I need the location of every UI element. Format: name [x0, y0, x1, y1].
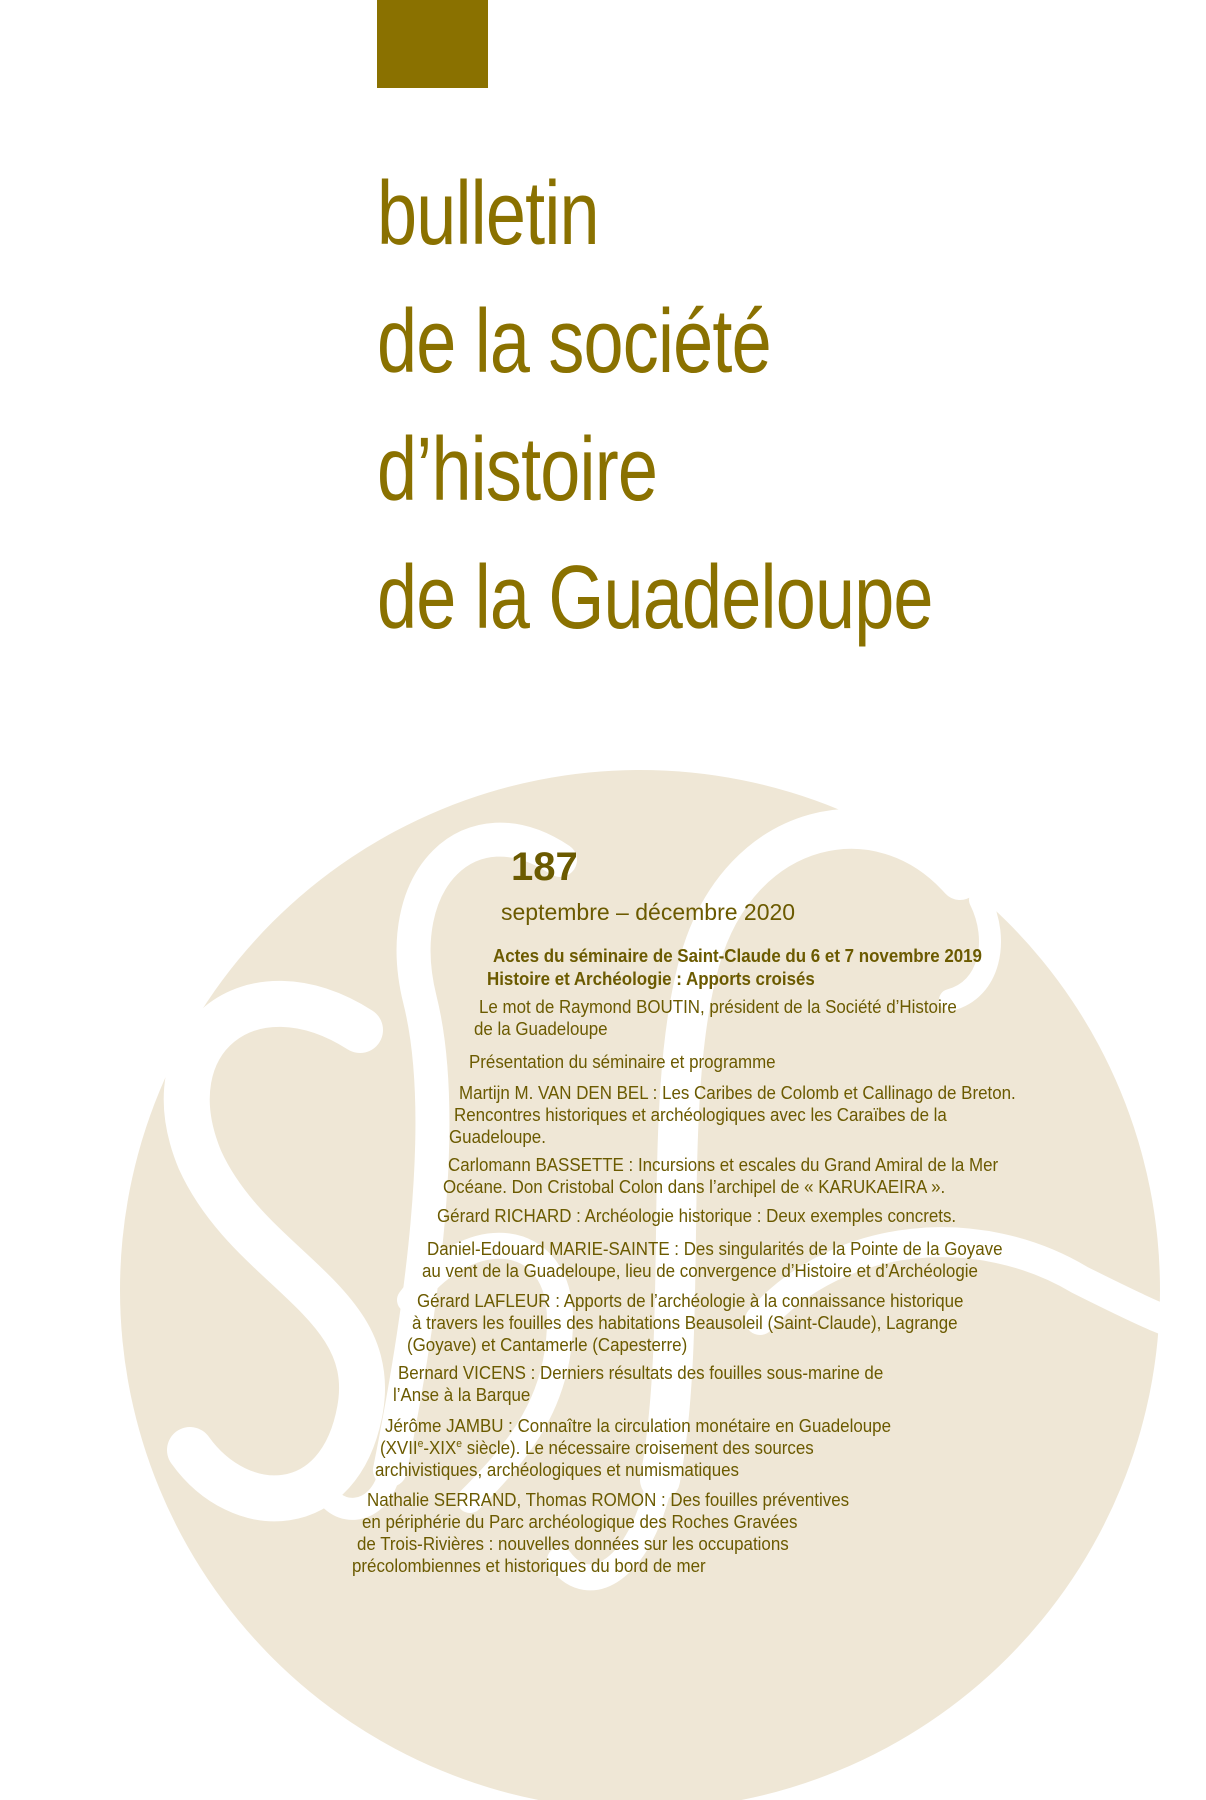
toc-entry-line: Martijn M. VAN DEN BEL : Les Caribes de Colomb et Callinago de Breton.	[459, 1083, 1016, 1103]
seminar-title: Actes du séminaire de Saint-Claude du 6 et 7 novembre 2019	[493, 946, 982, 966]
toc-entry-continuation: de Trois-Rivières : nouvelles données sur les occupations	[357, 1534, 789, 1554]
title-line: d’histoire	[377, 420, 658, 520]
toc-entry-line: Daniel-Edouard MARIE-SAINTE : Des singularités de la Pointe de la Goyave	[427, 1239, 1003, 1259]
toc-entry-continuation: Guadeloupe.	[449, 1127, 546, 1147]
toc-entry-line: Gérard RICHARD : Archéologie historique : Deux exemples concrets.	[437, 1206, 957, 1226]
toc-entry-continuation: précolombiennes et historiques du bord de mer	[352, 1556, 706, 1576]
issue-period: septembre – décembre 2020	[501, 899, 796, 925]
toc-entry-line: Gérard LAFLEUR : Apports de l’archéologie à la connaissance historique	[417, 1291, 964, 1311]
toc-entry-line: Le mot de Raymond BOUTIN, président de la Société d’Histoire	[479, 997, 957, 1017]
toc-entry-continuation: (XVIIe-XIXe siècle). Le nécessaire croisement des sources	[380, 1438, 814, 1458]
toc-entry-line: Nathalie SERRAND, Thomas ROMON : Des fouilles préventives	[367, 1490, 850, 1510]
toc-entry-line: Carlomann BASSETTE : Incursions et escales du Grand Amiral de la Mer	[448, 1155, 999, 1175]
toc-entry-continuation: en périphérie du Parc archéologique des Roches Gravées	[362, 1512, 798, 1532]
issue-number: 187	[511, 845, 578, 889]
toc-entry-continuation: archivistiques, archéologiques et numismatiques	[375, 1460, 739, 1480]
toc-entry-continuation: Rencontres historiques et archéologiques avec les Caraïbes de la	[454, 1105, 947, 1125]
toc-entry-continuation: à travers les fouilles des habitations Beausoleil (Saint-Claude), Lagrange	[412, 1313, 958, 1333]
seminar-subtitle: Histoire et Archéologie : Apports croisés	[487, 969, 815, 989]
toc-entry-continuation: Océane. Don Cristobal Colon dans l’archipel de « KARUKAEIRA ».	[443, 1177, 946, 1197]
title-line: de la Guadeloupe	[377, 548, 933, 648]
toc-entry-continuation: (Goyave) et Cantamerle (Capesterre)	[407, 1335, 688, 1355]
toc-entry-line: Présentation du séminaire et programme	[469, 1052, 776, 1072]
toc-entry-continuation: de la Guadeloupe	[474, 1019, 608, 1039]
toc-entry-continuation: au vent de la Guadeloupe, lieu de convergence d’Histoire et d’Archéologie	[422, 1261, 978, 1281]
toc-entry-line: Bernard VICENS : Derniers résultats des fouilles sous-marine de	[398, 1363, 884, 1383]
toc-entry-continuation: l’Anse à la Barque	[393, 1385, 531, 1405]
title-line: de la société	[377, 292, 771, 392]
toc-entry-line: Jérôme JAMBU : Connaître la circulation monétaire en Guadeloupe	[385, 1416, 891, 1436]
title-line: bulletin	[377, 164, 599, 264]
